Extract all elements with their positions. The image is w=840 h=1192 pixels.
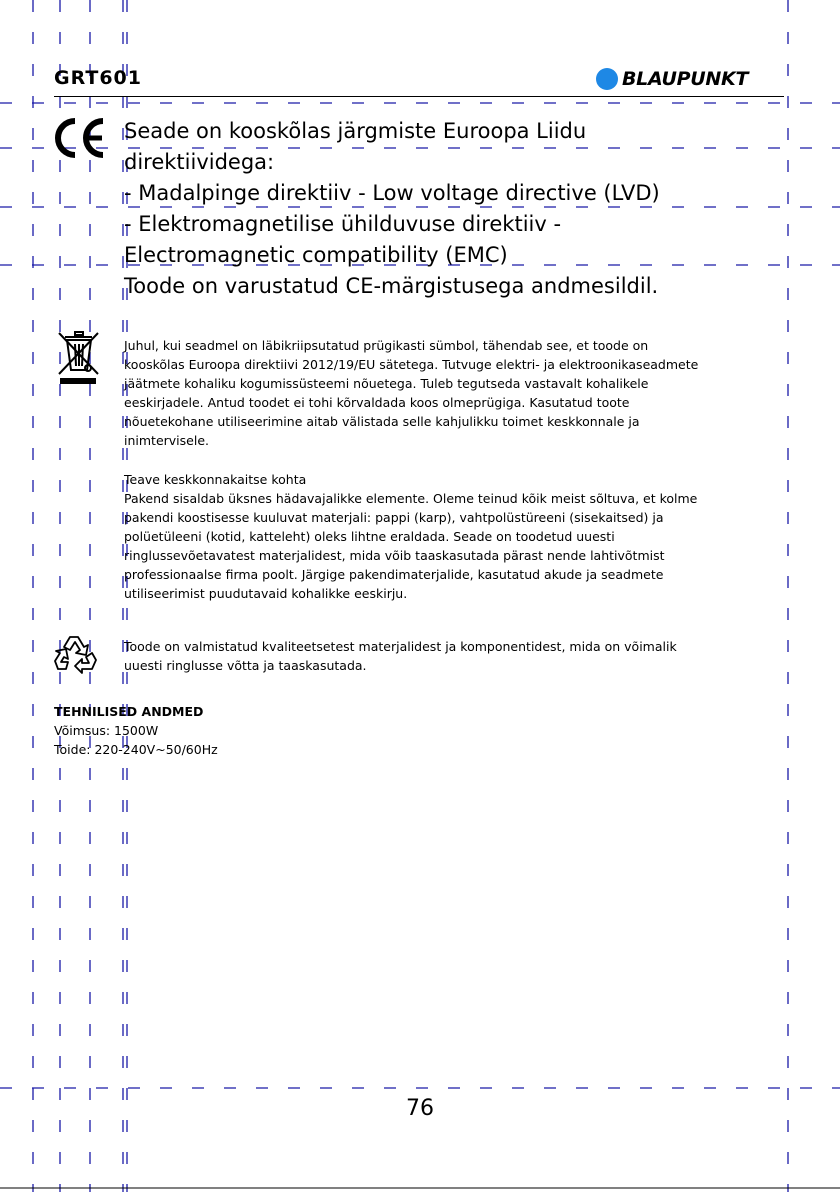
model-name: GRT601: [54, 67, 142, 89]
weee-line: inimtervisele.: [124, 433, 209, 448]
page-number: 76: [406, 1096, 434, 1121]
environment-info: [124, 470, 784, 603]
recycle-line: uuesti ringlusse võtta ja taaskasutada.: [124, 658, 367, 673]
power-spec: Võimsus: 1500W: [54, 723, 159, 738]
environment-line: professionaalse firma poolt. Järgige pakendimaterjalide, kasutatud akude ja seadmete: [124, 567, 664, 582]
environment-line: pakendi koostisesse kuuluvat materjali: pappi (karp), vahtpolüstüreeni (sisekaitsed) ja: [124, 510, 664, 525]
technical-data: [54, 702, 454, 759]
ce-line: - Elektromagnetilise ühilduvuse direktiiv -: [124, 212, 562, 236]
weee-line: jäätmete kohaliku kogumissüsteemi nõuetega. Tuleb tegutseda vastavalt kohalikele: [124, 376, 649, 391]
weee-line: nõuetekohane utiliseerimine aitab välistada selle kahjulikku toimet keskkonnale ja: [124, 414, 640, 429]
ce-line: Toode on varustatud CE-märgistusega andmesildil.: [124, 274, 659, 298]
environment-line: polüetüleeni (kotid, katteleht) oleks lihtne eraldada. Seade on toodetud uuesti: [124, 529, 615, 544]
environment-line: ringlussevõetavatest materjalidest, mida võib taaskasutada pärast nende lahtivõtmist: [124, 548, 665, 563]
weee-notice: [124, 336, 784, 450]
ce-line: direktiividega:: [124, 150, 275, 174]
environment-line: utiliseerimist puudutavaid kohalikke eeskirju.: [124, 586, 408, 601]
ce-line: Electromagnetic compatibility (EMC): [124, 243, 508, 267]
technical-data-title: TEHNILISED ANDMED: [54, 704, 204, 719]
brand-name: BLAUPUNKT: [622, 68, 749, 90]
environment-line: Pakend sisaldab üksnes hädavajalikke elemente. Oleme teinud kõik meist sõltuva, et kolme: [124, 491, 698, 506]
crossed-bin-icon: [54, 328, 102, 388]
ce-mark-icon: [52, 116, 108, 160]
ce-declaration: [124, 116, 764, 302]
weee-line: eeskirjadele. Antud toodet ei tohi kõrvaldada koos olmeprügiga. Kasutatud toote: [124, 395, 630, 410]
ce-line: - Madalpinge direktiiv - Low voltage directive (LVD): [124, 181, 660, 205]
recycle-icon: [52, 631, 102, 677]
brand-dot-icon: [596, 68, 618, 90]
ce-line: Seade on kooskõlas järgmiste Euroopa Liidu: [124, 119, 587, 143]
header-divider: [54, 96, 784, 97]
weee-line: Juhul, kui seadmel on läbikriipsutatud prügikasti sümbol, tähendab see, et toode on: [124, 338, 649, 353]
brand-logo: [596, 66, 748, 92]
supply-spec: Toide: 220-240V~50/60Hz: [54, 742, 218, 757]
recycle-notice: [124, 637, 784, 675]
environment-title: Teave keskkonnakaitse kohta: [124, 472, 307, 487]
recycle-line: Toode on valmistatud kvaliteetsetest materjalidest ja komponentidest, mida on võimalik: [124, 639, 677, 654]
weee-line: kooskõlas Euroopa direktiivi 2012/19/EU sätetega. Tutvuge elektri- ja elektroonikaseadmete: [124, 357, 699, 372]
